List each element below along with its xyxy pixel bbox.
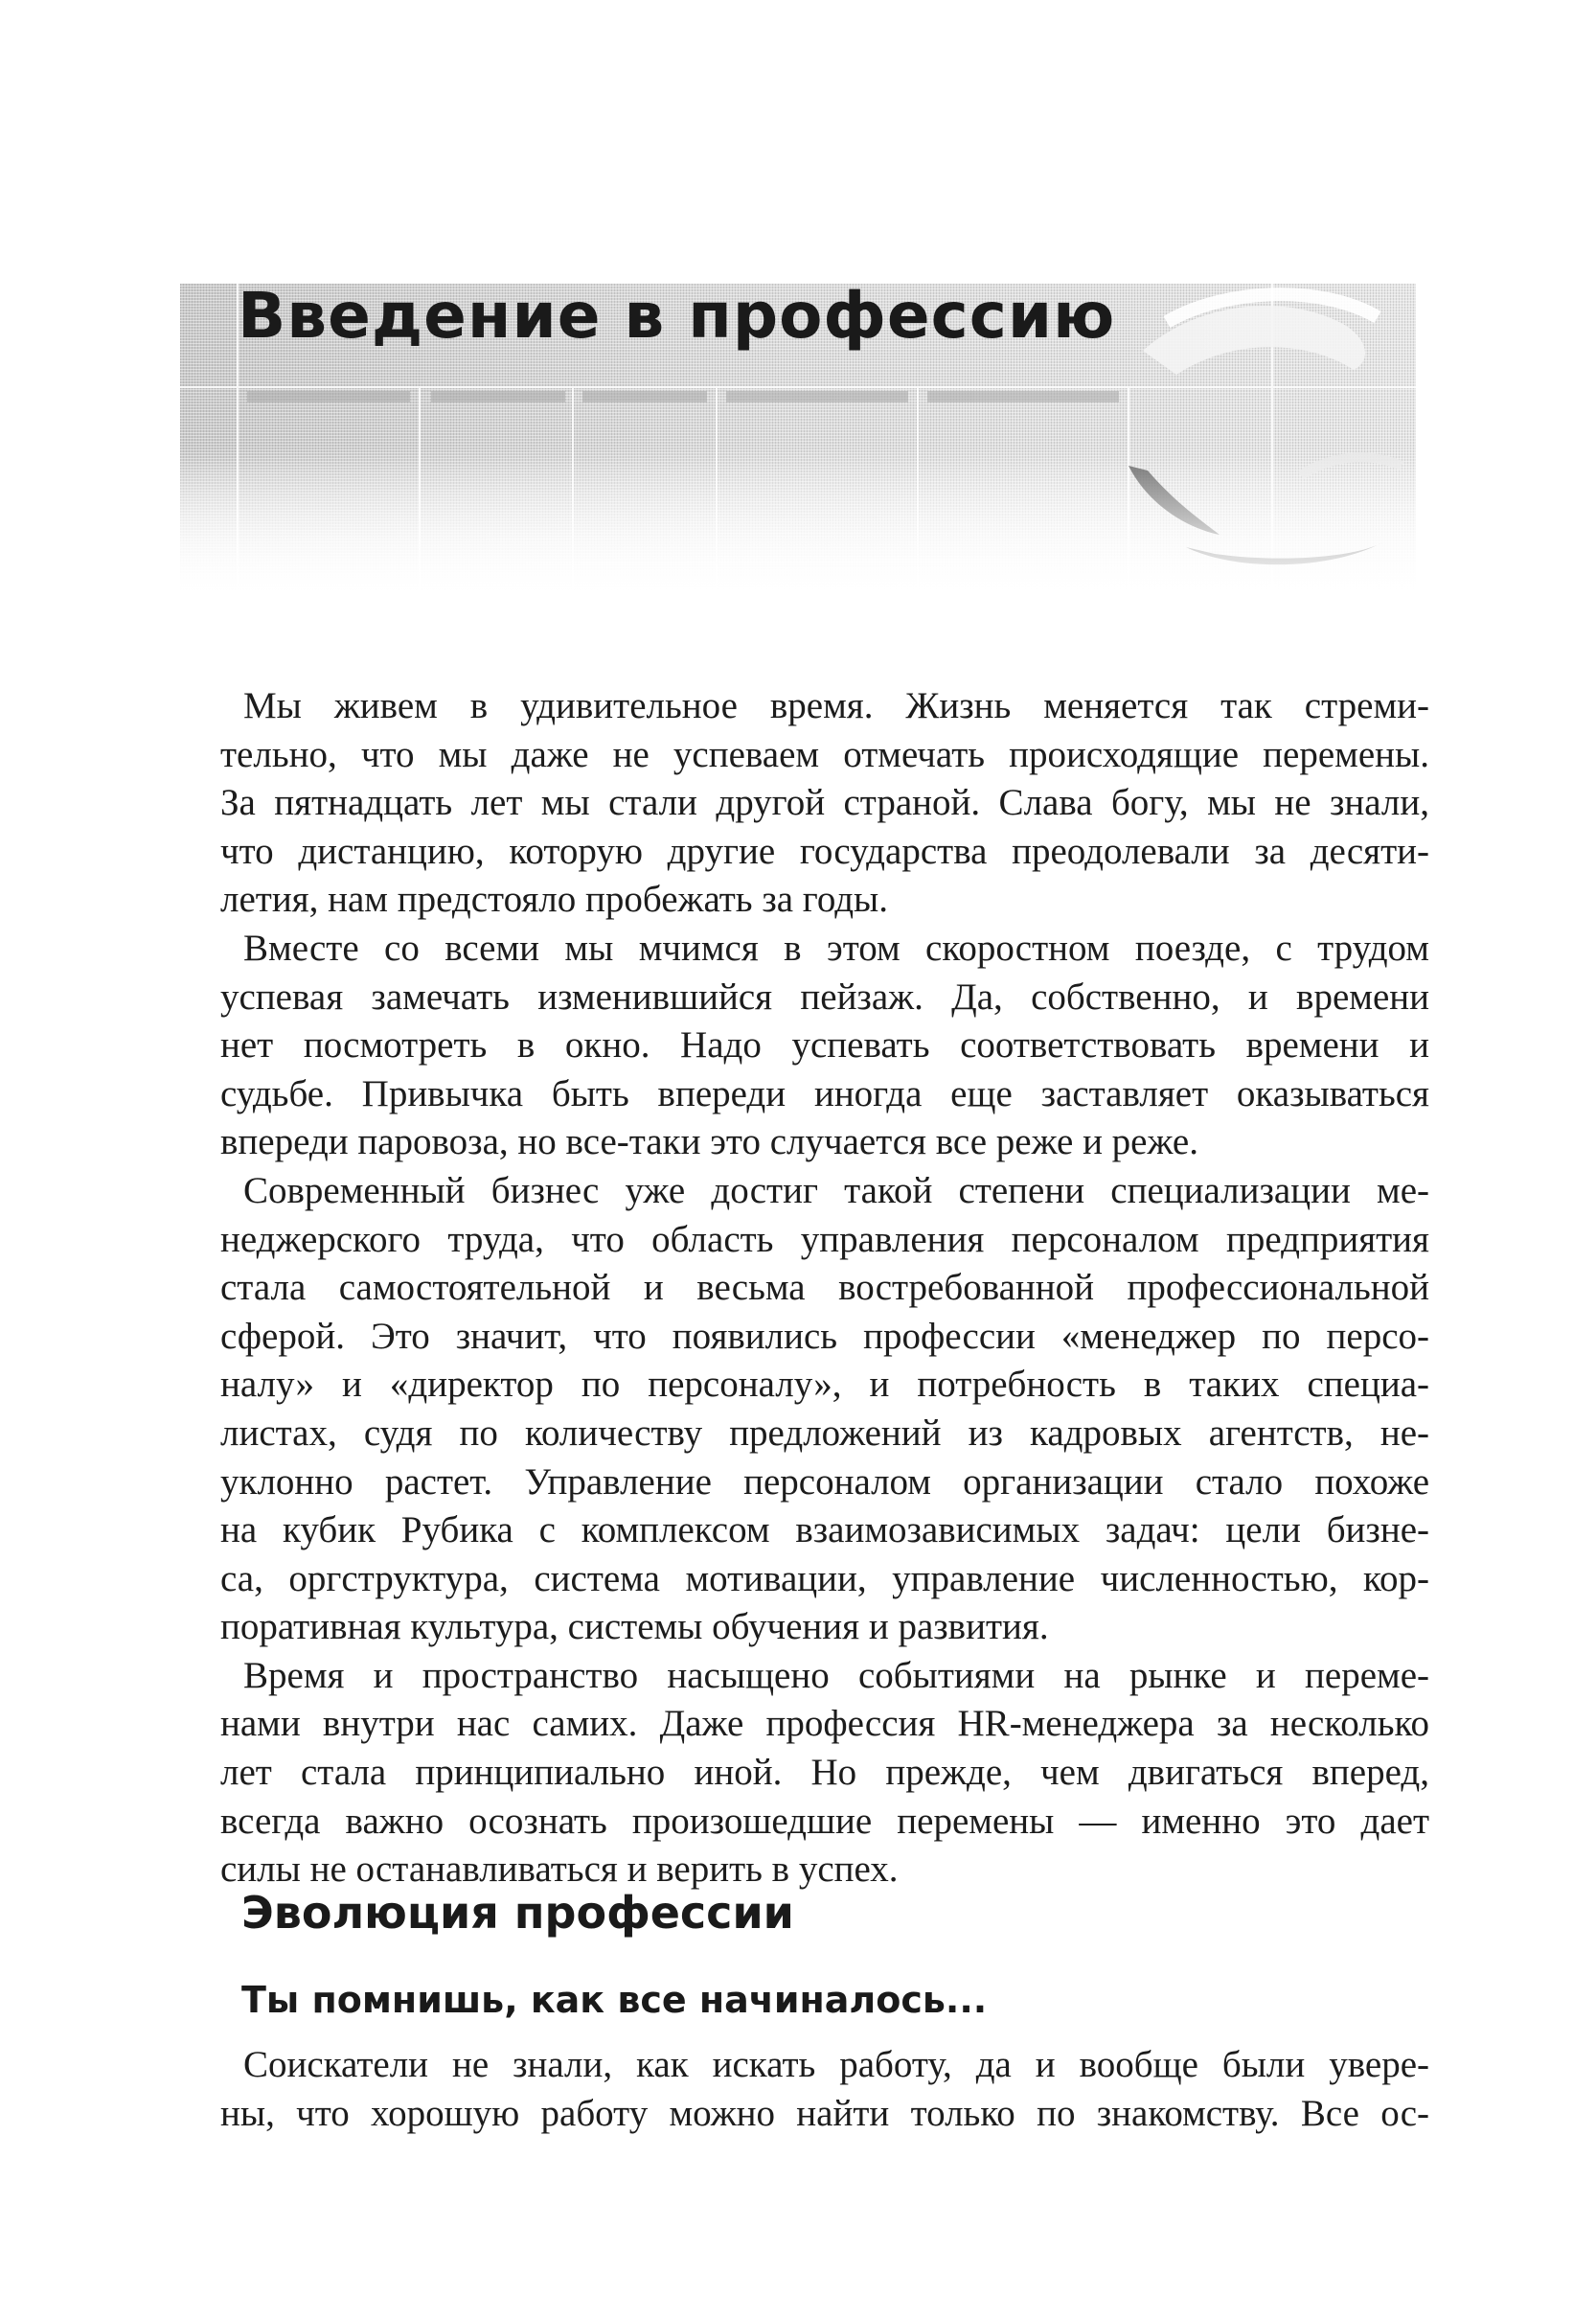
text-line: успевая замечать изменившийся пейзаж. Да, собственно, и времени bbox=[220, 976, 1429, 1018]
text-line: всегда важно осознать произошедшие перемены — именно это дает bbox=[220, 1800, 1429, 1842]
text-line: Соискатели не знали, как искать работу, да и вообще были увере- bbox=[243, 2044, 1429, 2085]
text-line: тельно, что мы даже не успеваем отмечать происходящие перемены. bbox=[220, 733, 1429, 775]
text-line: нет посмотреть в окно. Надо успевать соответствовать времени и bbox=[220, 1024, 1429, 1067]
text-line: поративная культура, системы обучения и развития. bbox=[220, 1606, 1049, 1648]
text-line: что дистанцию, которую другие государства преодолевали за десяти- bbox=[220, 830, 1429, 872]
subsection-title: Ты помнишь, как все начиналось... bbox=[241, 1979, 988, 2021]
paragraph-1 bbox=[220, 682, 1429, 925]
text-line: ны, что хорошую работу можно найти только по знакомству. Все ос- bbox=[220, 2092, 1429, 2134]
text-line: са, оргструктура, система мотивации, управление численностью, кор- bbox=[220, 1557, 1429, 1599]
text-line: судьбе. Привычка быть впереди иногда еще заставляет оказываться bbox=[220, 1072, 1429, 1114]
text-line: За пятнадцать лет мы стали другой страной. Слава богу, мы не знали, bbox=[220, 782, 1429, 824]
text-line: уклонно растет. Управление персоналом организации стало похоже bbox=[220, 1460, 1429, 1503]
text-line: стала самостоятельной и весьма востребованной профессиональной bbox=[220, 1267, 1429, 1309]
text-line: впереди паровоза, но все-таки это случается все реже и реже. bbox=[220, 1121, 1198, 1163]
text-line: Мы живем в удивительное время. Жизнь меняется так стреми- bbox=[243, 685, 1429, 726]
text-line: сферой. Это значит, что появились профессии «менеджер по персо- bbox=[220, 1315, 1429, 1357]
text-line: листах, судя по количеству предложений из кадровых агентств, не- bbox=[220, 1412, 1429, 1454]
text-line: Вместе со всеми мы мчимся в этом скоростном поезде, с трудом bbox=[243, 927, 1429, 969]
section-text bbox=[220, 2041, 1429, 2138]
section-title: Эволюция профессии bbox=[241, 1887, 794, 1939]
text-line: силы не останавливаться и верить в успех. bbox=[220, 1848, 899, 1891]
text-line: нами внутри нас самих. Даже профессия HR-менеджера за несколько bbox=[220, 1703, 1429, 1745]
paragraph-3 bbox=[220, 1167, 1429, 1652]
text-line: неджерского труда, что область управления персоналом предприятия bbox=[220, 1218, 1429, 1260]
banner-fade bbox=[180, 447, 1416, 600]
text-line: Современный бизнес уже достиг такой степени специализации ме- bbox=[243, 1169, 1429, 1211]
text-line: Время и пространство насыщено событиями на рынке и переме- bbox=[243, 1654, 1429, 1696]
chapter-title: Введение в профессию bbox=[238, 279, 1116, 353]
text-line: летия, нам предстояло пробежать за годы. bbox=[220, 879, 888, 921]
section-paragraph bbox=[220, 2041, 1429, 2138]
paragraph-2 bbox=[220, 925, 1429, 1167]
intro-text bbox=[220, 682, 1429, 1894]
text-line: налу» и «директор по персоналу», и потребность в таких специа- bbox=[220, 1364, 1429, 1406]
text-line: на кубик Рубика с комплексом взаимозависимых задач: цели бизне- bbox=[220, 1509, 1429, 1551]
paragraph-4 bbox=[220, 1652, 1429, 1894]
text-line: лет стала принципиально иной. Но прежде, чем двигаться вперед, bbox=[220, 1752, 1429, 1794]
